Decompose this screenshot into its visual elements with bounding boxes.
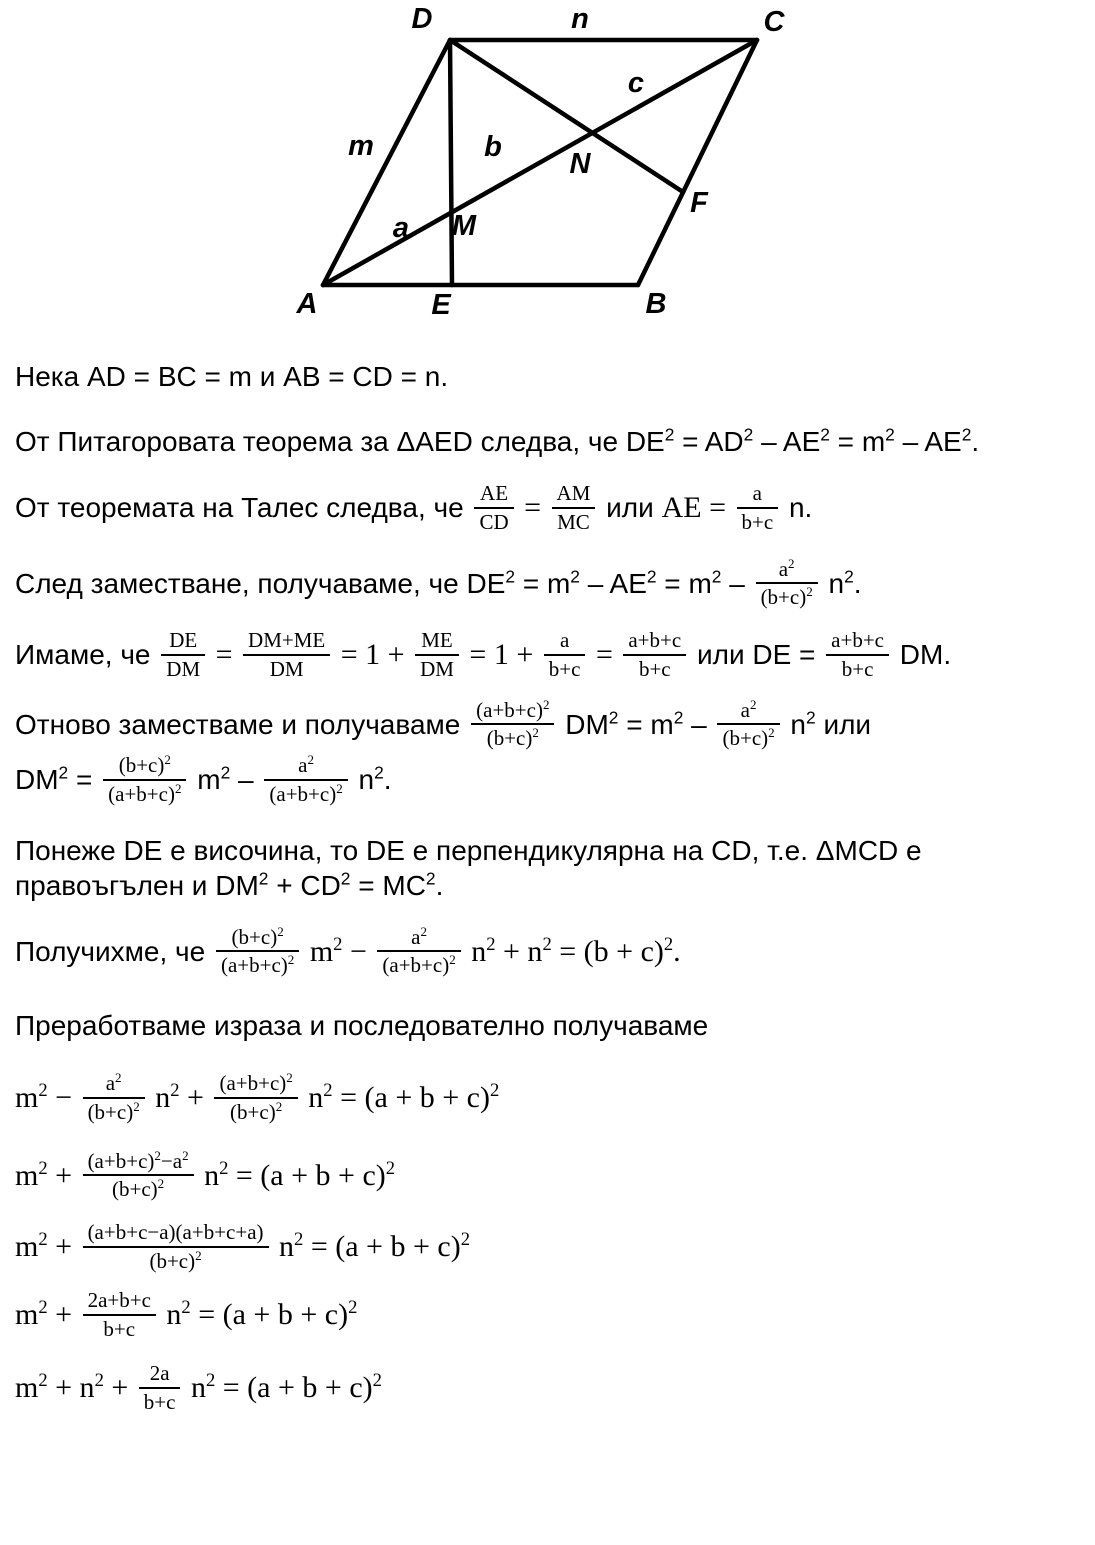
superscript: 2 (181, 1296, 191, 1318)
plain-text: $m^2$ – (189, 762, 262, 796)
plain-text: Нека AD = BC = m и AB = CD = n. (15, 361, 449, 392)
fraction (826, 628, 889, 682)
superscript: 2 (961, 424, 972, 445)
fraction-numerator: (a+b+c−a)(a+b+c+a) (83, 1220, 269, 1248)
superscript: 2 (844, 566, 854, 587)
fraction-numerator: $(a+b+c)^2-a^2$ (83, 1149, 194, 1177)
fraction-denominator: b+c (103, 1316, 136, 1341)
fraction (737, 481, 779, 535)
figure-container (0, 0, 1095, 345)
math-text: $m^2$ + (15, 1229, 80, 1264)
plain-text: Понеже DE е височина, то DE е перпендикулярна на CD, т.е. ΔMCD е правоъгълен и $DM^2 + CD^2 = MC^2$. (15, 834, 930, 901)
fraction (83, 1149, 194, 1203)
superscript: 2 (385, 1157, 396, 1179)
superscript: 2 (219, 1157, 229, 1179)
fraction-numerator: AE (474, 481, 513, 509)
figure-label-a: a (392, 212, 410, 244)
superscript: 2 (157, 1176, 165, 1192)
plain-text: $n^2$. (820, 566, 862, 599)
fraction-denominator: b+c (143, 1390, 176, 1415)
math-text: $m^2 + n^2$ + (15, 1370, 136, 1405)
math-text: = 1 + (333, 638, 413, 672)
superscript: 2 (664, 424, 675, 445)
superscript: 2 (286, 1070, 293, 1086)
figure-label-A: A (296, 288, 318, 320)
superscript: 2 (115, 1070, 122, 1086)
transform-intro-line (15, 1008, 1080, 1043)
superscript: 2 (788, 555, 795, 571)
superscript: 2 (307, 752, 314, 768)
fraction (214, 1071, 297, 1125)
math-text: $m^2$ + (15, 1296, 80, 1331)
geometry-figure (0, 0, 1095, 345)
math-text: $n^2$ + (147, 1080, 212, 1115)
thales-line (15, 483, 1080, 537)
fraction (756, 557, 818, 611)
superscript: 2 (38, 1370, 48, 1392)
plain-text: $n^2$. (350, 762, 392, 796)
fraction-numerator: $a^2$ (756, 557, 818, 585)
superscript: 2 (885, 424, 895, 445)
plain-text: Имаме, че (15, 639, 159, 671)
superscript: 2 (195, 1248, 202, 1264)
superscript: 2 (38, 1157, 48, 1179)
superscript: 2 (94, 1370, 104, 1392)
step-4 (15, 1287, 1080, 1344)
superscript: 2 (768, 725, 775, 741)
superscript: 2 (174, 780, 182, 796)
superscript: 2 (154, 1147, 161, 1163)
fraction (415, 628, 459, 682)
math-text: = (208, 638, 241, 672)
superscript: 2 (258, 868, 269, 889)
math-text: $n^2 = (a + b + c)^2$ (196, 1157, 396, 1192)
plain-text: или DE = (689, 639, 824, 671)
segment-DF (450, 40, 683, 192)
superscript: 2 (608, 707, 619, 728)
fraction (139, 1361, 181, 1415)
fraction-denominator: DM (269, 656, 304, 681)
fraction-numerator: DM+ME (243, 628, 330, 656)
fraction-numerator: DE (161, 628, 205, 656)
substitution-line (15, 555, 1080, 613)
figure-label-F: F (690, 187, 708, 219)
figure-label-N: N (569, 148, 591, 180)
superscript: 2 (673, 707, 684, 728)
fraction (243, 628, 330, 682)
superscript: 2 (646, 566, 657, 587)
fraction (83, 1288, 156, 1342)
plain-text: Отново заместваме и получаваме (15, 708, 469, 740)
step-5 (15, 1363, 1080, 1417)
fraction-denominator: $(a+b+c)^2$ (108, 780, 182, 806)
fraction-denominator: $(a+b+c)^2$ (220, 952, 295, 978)
plain-text: Получихме, че (15, 935, 213, 967)
figure-label-E: E (431, 289, 451, 321)
math-text: $m^2$ + (15, 1157, 80, 1192)
superscript: 2 (505, 566, 516, 587)
second-substitution-line (15, 696, 1080, 754)
fraction-denominator: $(b+c)^2$ (230, 1098, 283, 1124)
fraction-denominator: $(a+b+c)^2$ (269, 780, 343, 806)
fraction-denominator: $(b+c)^2$ (87, 1098, 140, 1124)
figure-label-B: B (645, 288, 667, 320)
fraction (474, 481, 513, 535)
fraction-numerator: $(b+c)^2$ (216, 925, 299, 953)
superscript: 2 (294, 1229, 304, 1251)
fraction-denominator: b+c (548, 656, 581, 681)
figure-label-M: M (451, 210, 477, 242)
fraction-denominator: CD (479, 509, 509, 534)
plain-text: Преработваме израза и последователно получаваме (15, 1010, 709, 1042)
superscript: 2 (542, 696, 550, 712)
figure-label-D: D (411, 3, 433, 35)
plain-text: $n^2$ или (782, 707, 872, 740)
fraction-numerator: a+b+c (623, 628, 686, 656)
figure-label-C: C (763, 6, 785, 38)
fraction (161, 628, 205, 682)
math-text: AE = (661, 491, 734, 525)
superscript: 2 (170, 1080, 180, 1102)
fraction (83, 1220, 269, 1274)
superscript: 2 (489, 1080, 500, 1102)
fraction-denominator: $(b+c)^2$ (111, 1176, 165, 1202)
fraction-denominator: b+c (741, 509, 774, 534)
superscript: 2 (749, 696, 757, 712)
superscript: 2 (425, 868, 436, 889)
fraction-numerator: $(a+b+c)^2$ (214, 1071, 297, 1099)
fraction-denominator: $(b+c)^2$ (760, 584, 813, 610)
superscript: 2 (711, 566, 722, 587)
fraction-numerator: ME (415, 628, 459, 656)
math-text: $n^2 = (a + b + c)^2$ (158, 1296, 358, 1331)
superscript: 2 (277, 923, 284, 939)
superscript: 2 (58, 762, 69, 783)
superscript: 2 (275, 1098, 283, 1114)
superscript: 2 (743, 424, 754, 445)
fraction-denominator: DM (166, 656, 201, 681)
pythagoras-line (15, 424, 1080, 459)
superscript: 2 (333, 933, 343, 955)
step-3 (15, 1222, 1080, 1276)
plain-text: От Питагоровата теорема за ΔAED следва, че $DE^2 = AD^2 - AE^2 = m^2 - AE^2$. (15, 424, 980, 457)
fraction-numerator: a+b+c (826, 628, 889, 656)
superscript: 2 (220, 762, 231, 783)
superscript: 2 (532, 725, 539, 741)
fraction-numerator: $a^2$ (377, 925, 460, 953)
fraction (264, 753, 347, 807)
superscript: 2 (323, 1080, 333, 1102)
altitude-line (15, 833, 1080, 903)
plain-text: n. (781, 492, 813, 524)
fraction-numerator: a (544, 628, 586, 656)
result-line (15, 923, 1080, 981)
figure-label-b: b (484, 131, 502, 163)
step-1 (15, 1070, 1080, 1127)
superscript: 2 (570, 566, 580, 587)
dm-squared-line (15, 752, 1080, 809)
superscript: 2 (182, 1147, 189, 1163)
math-text: $n^2 = (a + b + c)^2$ (183, 1370, 382, 1405)
math-text: $m^2$ − (302, 933, 375, 968)
fraction-denominator: DM (420, 656, 454, 681)
plain-text: От теоремата на Талес следва, че (15, 492, 472, 524)
fraction-denominator: $(b+c)^2$ (722, 725, 775, 751)
step-2 (15, 1147, 1080, 1205)
fraction-numerator: AM (552, 481, 596, 509)
superscript: 2 (336, 780, 343, 796)
segment-BC (638, 40, 757, 285)
fraction-denominator: b+c (841, 656, 874, 681)
plain-text: $DM^2 = m^2$ – (557, 707, 715, 740)
math-text: $n^2 = (a + b + c)^2$ (271, 1229, 470, 1264)
fraction (103, 753, 186, 807)
math-text: = 1 + (461, 638, 541, 672)
segment-DE (450, 40, 452, 285)
superscript: 2 (460, 1229, 470, 1251)
fraction-denominator: b+c (638, 656, 671, 681)
fraction (216, 925, 299, 979)
fraction-denominator: MC (557, 509, 590, 534)
fraction-denominator: $(a+b+c)^2$ (382, 952, 456, 978)
ratio-line (15, 630, 1080, 684)
superscript: 2 (806, 584, 813, 600)
superscript: 2 (133, 1098, 140, 1114)
fraction-denominator: $(b+c)^2$ (149, 1248, 202, 1274)
fraction-denominator: $(b+c)^2$ (486, 725, 539, 751)
math-text: $m^2$ − (15, 1080, 80, 1115)
superscript: 2 (164, 752, 171, 768)
superscript: 2 (205, 1370, 216, 1392)
fraction (377, 925, 460, 979)
given-line (15, 359, 1080, 394)
figure-label-n: n (571, 3, 589, 35)
figure-label-m: m (348, 130, 374, 162)
math-text: = (588, 638, 621, 672)
fraction-numerator: a (737, 481, 779, 509)
superscript: 2 (38, 1229, 48, 1251)
math-text: = (516, 491, 549, 525)
fraction (717, 698, 779, 752)
superscript: 2 (420, 923, 427, 939)
superscript: 2 (287, 952, 295, 968)
fraction (544, 628, 586, 682)
fraction (552, 481, 596, 535)
fraction-numerator: $a^2$ (83, 1071, 145, 1099)
superscript: 2 (340, 868, 351, 889)
superscript: 2 (372, 1370, 382, 1392)
fraction (623, 628, 686, 682)
superscript: 2 (486, 933, 496, 955)
plain-text: След заместване, получаваме, че $DE^2 = m^2 - AE^2 = m^2$ – (15, 566, 753, 599)
superscript: 2 (38, 1080, 48, 1102)
math-text: $n^2 = (a + b + c)^2$ (300, 1080, 500, 1115)
fraction-numerator: 2a+b+c (83, 1288, 156, 1316)
solution-text (0, 345, 1095, 1417)
fraction-numerator: $(a+b+c)^2$ (471, 698, 554, 726)
plain-text: $DM^2$ = (15, 762, 101, 796)
plain-text: DM. (892, 639, 952, 671)
superscript: 2 (663, 933, 674, 955)
superscript: 2 (38, 1296, 48, 1318)
math-text: $n^2 + n^2 = (b + c)^2$. (463, 933, 681, 968)
fraction (83, 1071, 145, 1125)
superscript: 2 (348, 1296, 358, 1318)
fraction-numerator: 2a (139, 1361, 181, 1389)
superscript: 2 (542, 933, 552, 955)
superscript: 2 (449, 952, 456, 968)
fraction-numerator: $a^2$ (264, 753, 347, 781)
superscript: 2 (820, 424, 830, 445)
figure-label-c: c (627, 67, 645, 99)
plain-text: или (598, 492, 662, 524)
fraction-numerator: $(b+c)^2$ (103, 753, 186, 781)
fraction-numerator: $a^2$ (717, 698, 779, 726)
fraction (471, 698, 554, 752)
superscript: 2 (806, 707, 816, 728)
superscript: 2 (374, 762, 384, 783)
